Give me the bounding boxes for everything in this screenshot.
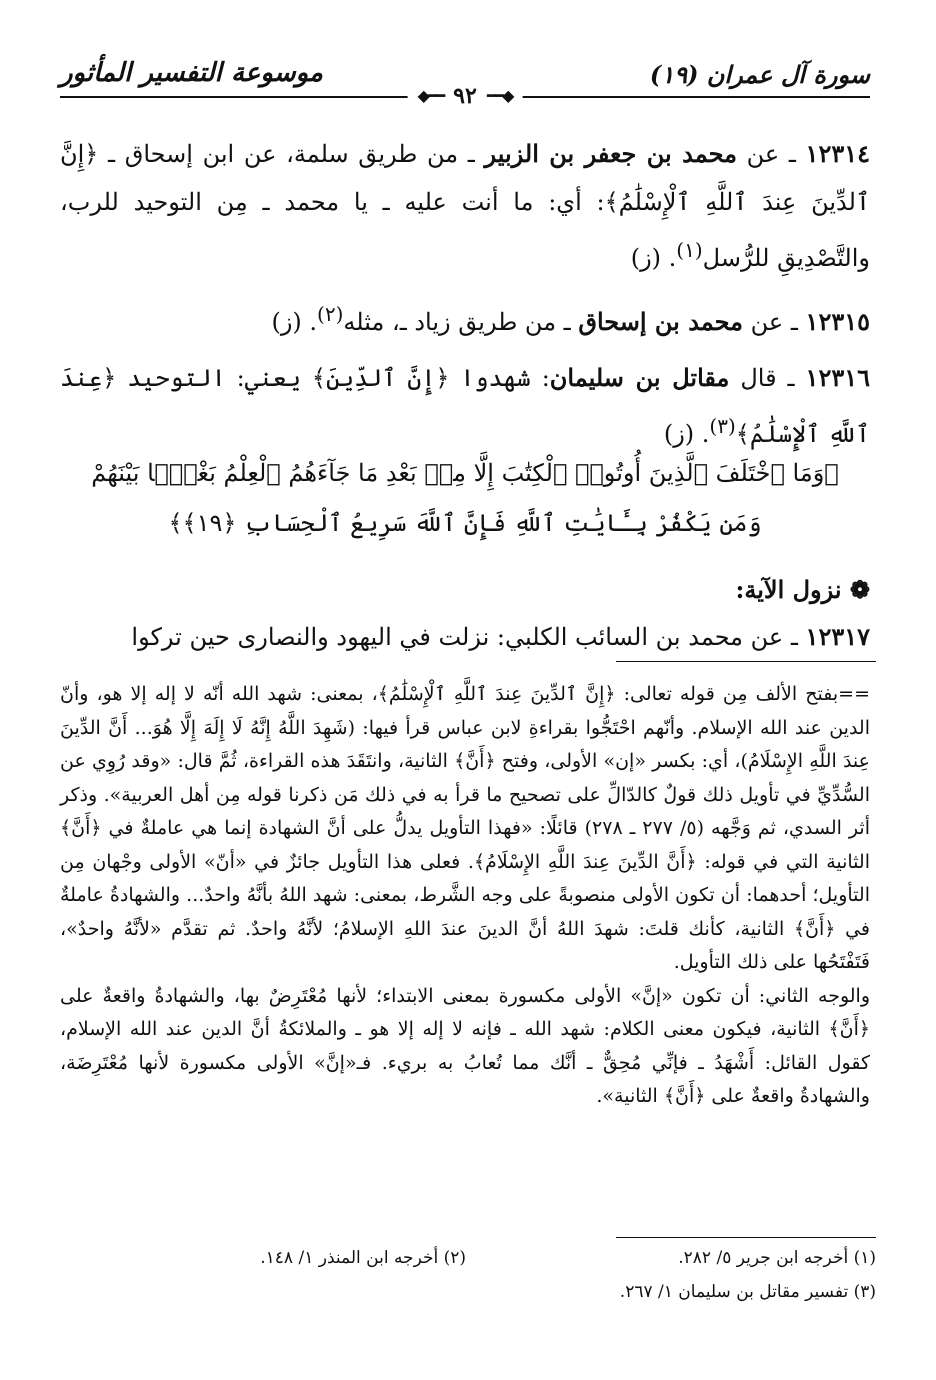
section-heading: ❁ نزول الآية: [735, 575, 870, 604]
surah-title: سورة آل عمران (١٩) [649, 60, 870, 89]
paragraph-12315 [60, 290, 870, 346]
text: ـ عن [743, 308, 806, 336]
paragraph-12316 [60, 354, 870, 458]
note-paragraph: والوجه الثاني: أن تكون «إنَّ» الأولى مكسورة بمعنى الابتداء؛ لأنها مُعْتَرِضٌ بها، والشهادةُ واقعةٌ على ﴿أَنَّ﴾ الثانية، فيكون معنى الكلام: شهد الله ـ فإنه لا إله إلا هو ـ والملائكةُ أنَّ الدين عند الله الإسلام، كقول القائل: أَشْهَدُ ـ فإنِّي مُحِقٌّ ـ أنَّك مما تُعابُ به بريء. فـ«إنَّ» الأولى مكسورة لأنها مُعْتَرِضَة، والشهادةُ واقعةٌ على ﴿أَنَّ﴾ الثانية». [60, 984, 870, 1107]
page-number-box [408, 84, 523, 108]
text: يعني: التوحيد [116, 364, 312, 392]
quran-quote: ﴿إِنَّ ٱلدِّينَ عِندَ ٱللَّهِ ٱلْإِسْلَٰمُ﴾ [60, 140, 871, 216]
footnote-ref: (١) [676, 238, 703, 262]
narrator-name: محمد بن جعفر بن الزبير [484, 139, 737, 168]
footnote-2: (٢) أخرجه ابن المنذر ١/ ١٤٨. [260, 1248, 466, 1268]
footnote-ref: (٢) [317, 302, 344, 326]
paragraph-number: ١٢٣١٥ [805, 307, 870, 336]
page-number: ٩٢ [453, 83, 477, 109]
ayah-line-1: ﴿وَمَا ٱخْتَلَفَ ٱلَّذِينَ أُوتُوا۟ ٱلْكِتَٰبَ إِلَّا مِنۢ بَعْدِ مَا جَآءَهُمُ ٱلْعِلْمُ بَغْيًۢا بَيْنَهُمْ [91, 459, 839, 487]
ayah-line-2: وَمَن يَكْفُرْ بِـَٔايَٰتِ ٱللَّهِ فَإِنَّ ٱللَّهَ سَرِيعُ ٱلْحِسَابِ ﴿١٩﴾﴾ [168, 509, 762, 537]
narrator-name: مقاتل بن سليمان [549, 363, 730, 392]
commentary-notes [60, 678, 870, 1114]
text: ـ من طريق سلمة، عن ابن إسحاق ـ [98, 140, 485, 168]
ornament-icon: ━━◆ [417, 86, 444, 105]
quran-quote: ﴿إِنَّ ٱلدِّينَ﴾ [311, 364, 450, 392]
page-header [60, 58, 870, 109]
note-paragraph: ==بفتح الألف مِن قوله تعالى: ﴿إِنَّ ٱلدِّينَ عِندَ ٱللَّهِ ٱلْإِسْلَٰمُ﴾، بمعنى: شهد الله أنّه لا إله إلا هو، وأنّ الدين عند الله الإسلام. وأنّهم احْتَجُّوا بقراءةِ لابن عباس قرأ فيها: (شَهِدَ اللَّهُ إِنَّهُ لَا إِلَهَ إِلَّا هُوَ... أَنَّ الدِّينَ عِندَ اللَّهِ الإِسْلَامُ)، أي: بكسر «إن» الأولى، وفتح ﴿أَنَّ﴾ الثانية، وانتَقَدَ هذه القراءة، ثُمَّ قال: «وقد رُوِي عن السُّدِّيِّ في تأويل ذلك قولٌ كالدّالِّ على تصحيح ما قرأ به في ذلك مَن ذكرنا قوله مِن أهل العربية». وذكر أثر السدي، ثم وَجَّهه (٥/ ٢٧٧ ـ ٢٧٨) قائلًا: «فهذا التأويل يدلُّ على أنَّ الشهادة إنما هي عاملةٌ في ﴿أَنَّ﴾ الثانية التي في قوله: ﴿أَنَّ الدِّينَ عِندَ اللَّهِ الإِسْلَامُ﴾. فعلى هذا التأويل جائزٌ في «أنّ» الأولى وجْهان مِن التأويل؛ أحدهما: أن تكون الأولى منصوبةً على وجه الشَّرط، بمعنى: شهد اللهُ بأنَّهُ واحدٌ... والشهادةُ عاملةٌ في ﴿أَنَّ﴾ الثانية، كأنك قلتَ: شهدَ اللهُ أنَّ الدينَ عندَ اللهِ الإسلامُ؛ لأنَّهُ واحدٌ. ثم تقدَّم «لأنَّهُ واحدٌ»، فَتَفْتَحُها على ذلك التأويل. [60, 683, 870, 973]
ayah-block [60, 448, 870, 548]
paragraph-12317 [60, 615, 870, 659]
notes-separator [616, 661, 876, 662]
narrator-name: محمد بن إسحاق [578, 307, 744, 336]
footnote-ref: (٣) [709, 414, 736, 438]
footnote-1: (١) أخرجه ابن جرير ٥/ ٢٨٢. [678, 1248, 876, 1268]
text: ـ عن [736, 140, 806, 168]
text: ـ قال [729, 364, 806, 392]
text: : شهدوا [449, 364, 550, 392]
paragraph-number: ١٢٣١٤ [805, 139, 870, 168]
text: . (ز) [663, 420, 710, 448]
text: ـ من طريق زياد ـ، مثله [343, 308, 579, 336]
footnotes-separator [616, 1237, 876, 1238]
text: ـ عن محمد بن السائب الكلبي: نزلت في اليهود والنصارى حين تركوا [131, 623, 806, 651]
footnote-3: (٣) تفسير مقاتل بن سليمان ١/ ٢٦٧. [619, 1282, 876, 1302]
ornament-icon: ◆━━ [486, 86, 513, 105]
text: : أي: ما أنت عليه ـ يا محمد ـ مِن التوحيد للرب، والتَّصْدِيقِ للرُّسل [60, 188, 870, 272]
main-text [60, 130, 870, 466]
text: . (ز) [630, 244, 677, 272]
book-title: موسوعة التفسير المأثور [60, 58, 323, 88]
paragraph-number: ١٢٣١٧ [805, 622, 870, 651]
paragraph-number: ١٢٣١٦ [805, 363, 870, 392]
text: . (ز) [271, 308, 318, 336]
paragraph-12314 [60, 130, 870, 282]
quran-quote: ﴿عِندَ ٱللَّهِ ٱلْإِسْلَٰمُ﴾ [60, 364, 870, 448]
